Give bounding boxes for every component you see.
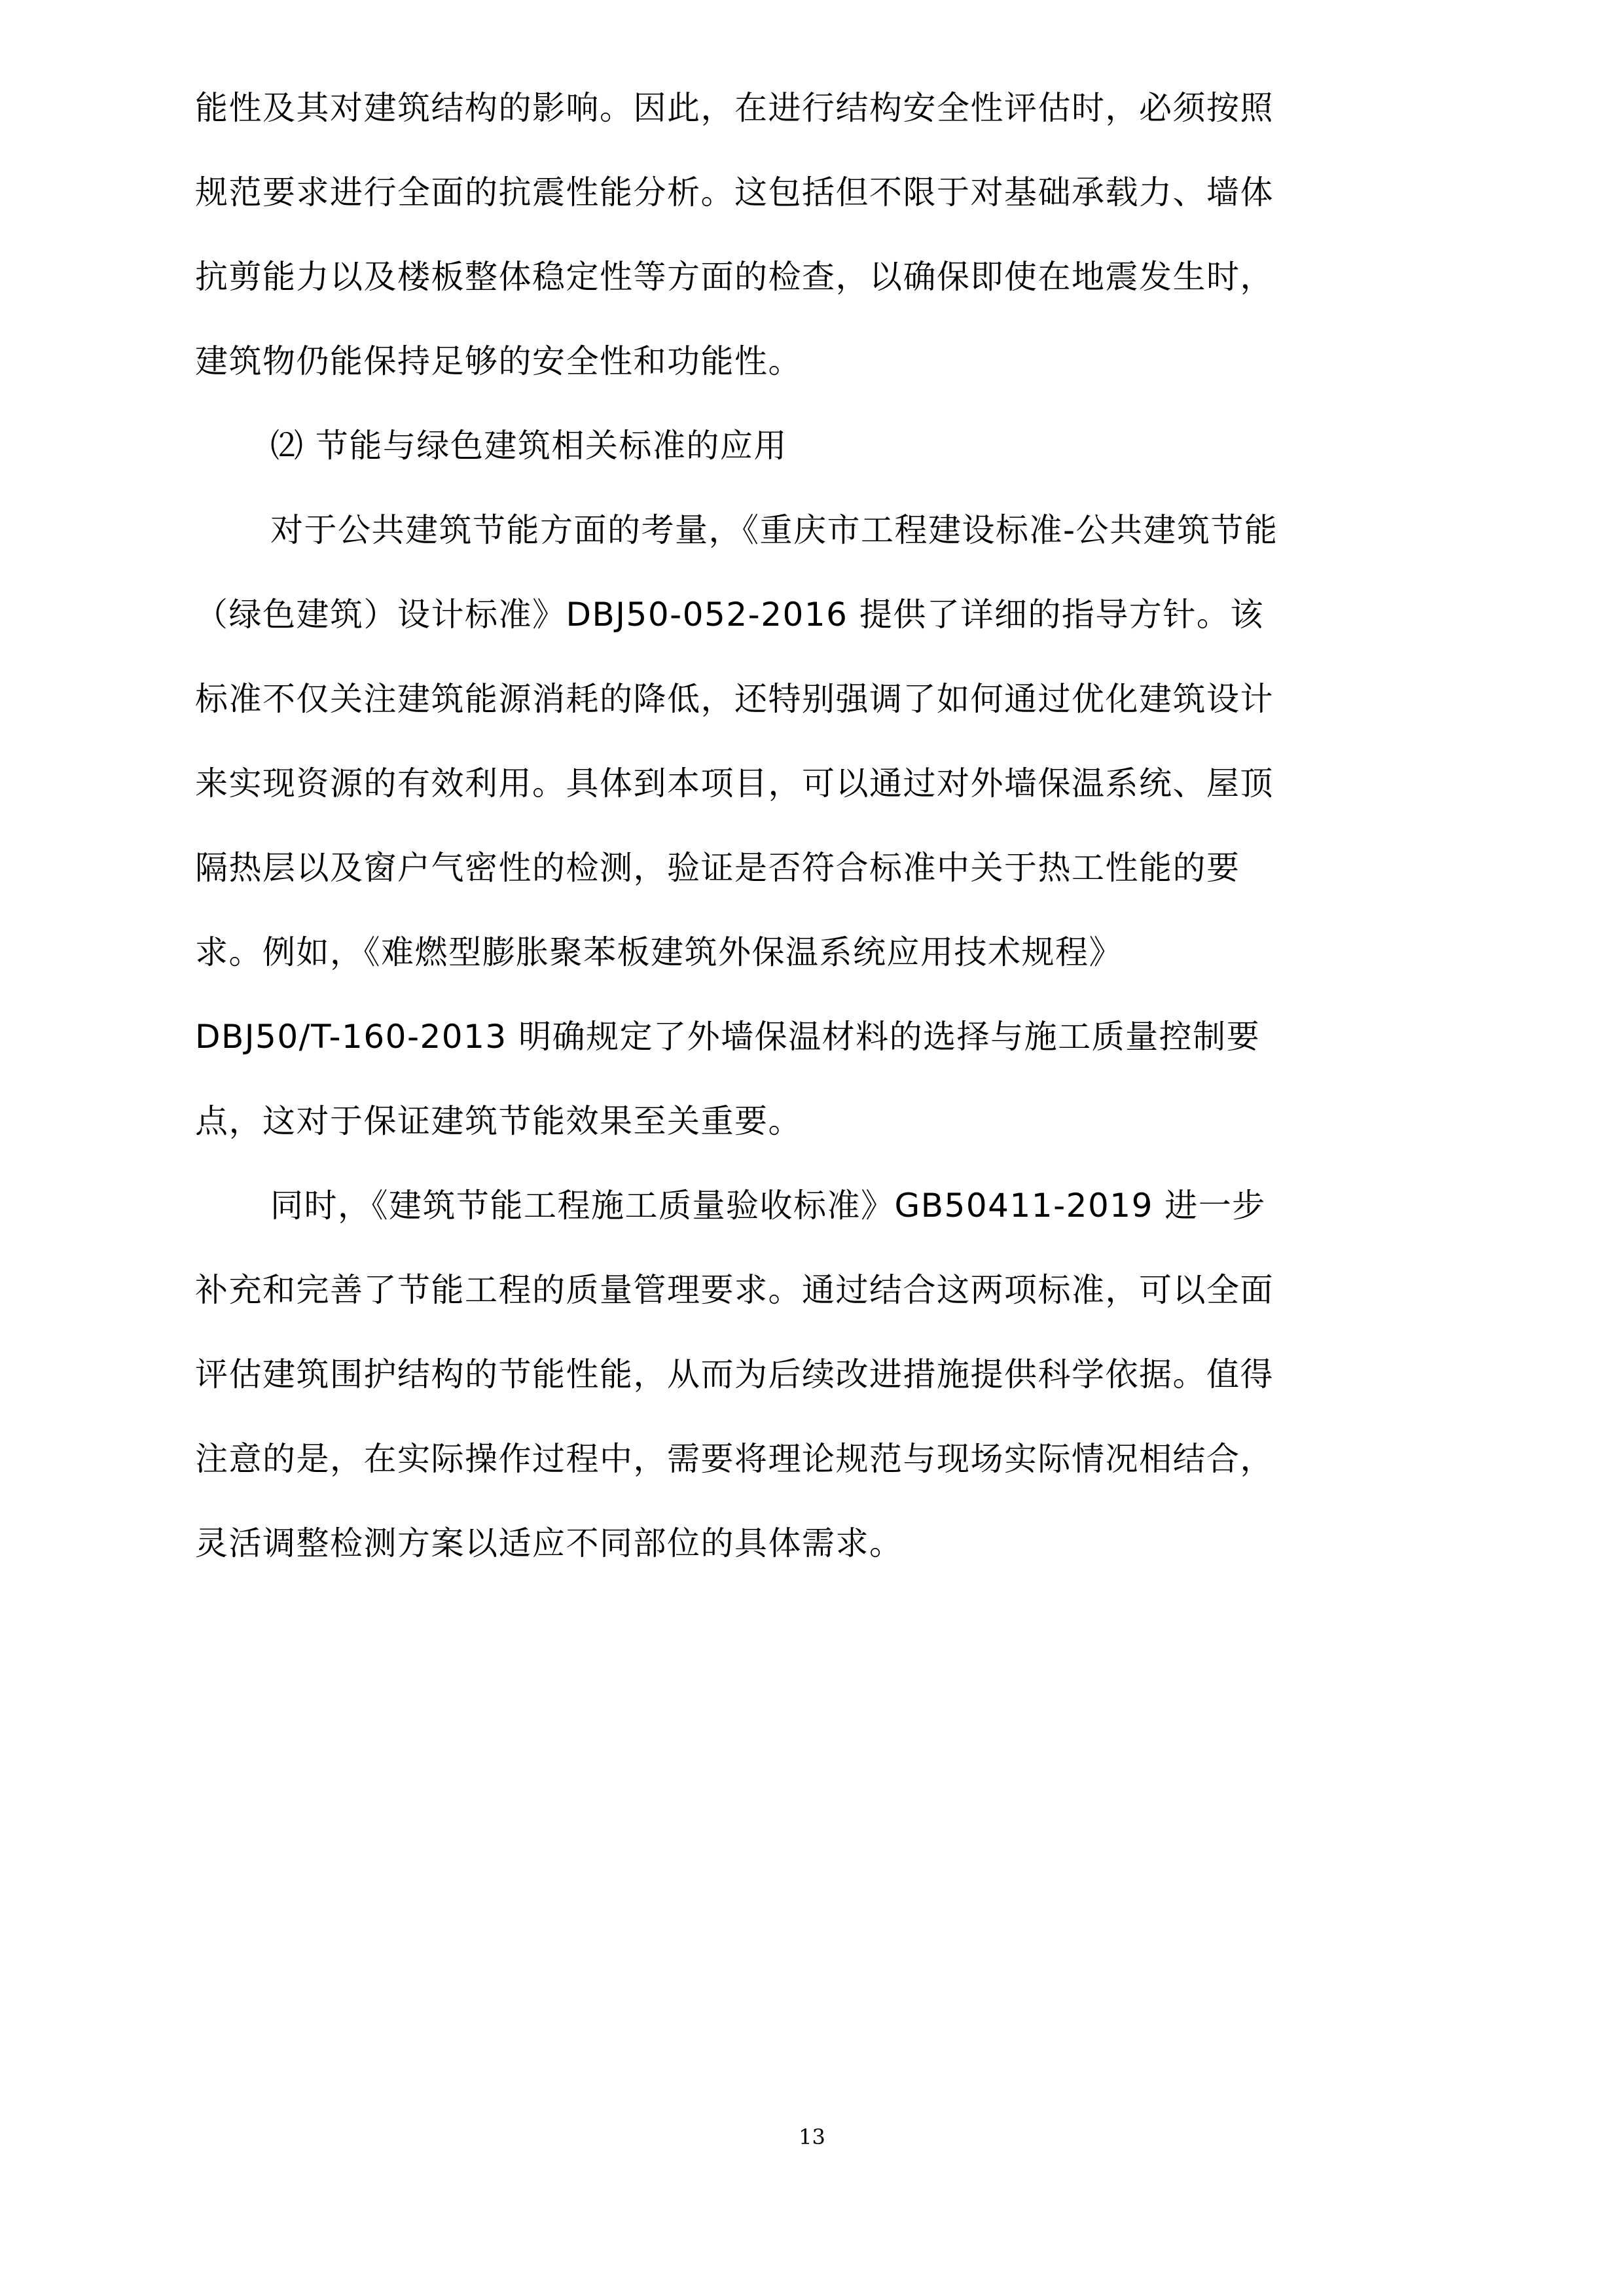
text-line: 来实现资源的有效利用。具体到本项目，可以通过对外墙保温系统、屋顶 (195, 764, 1274, 802)
text-line: 规范要求进行全面的抗震性能分析。这包括但不限于对基础承载力、墙体 (195, 173, 1274, 211)
text-line: 抗剪能力以及楼板整体稳定性等方面的检查，以确保即使在地震发生时， (195, 258, 1274, 296)
section-heading: ⑵ 节能与绿色建筑相关标准的应用 (270, 427, 787, 465)
text-line: 同时，《建筑节能工程施工质量验收标准》GB50411-2019 进一步 (270, 1187, 1266, 1225)
text-line: 求。例如，《难燃型膨胀聚苯板建筑外保温系统应用技术规程》 (195, 933, 1123, 971)
text-line: 评估建筑围护结构的节能性能，从而为后续改进措施提供科学依据。值得 (195, 1355, 1274, 1393)
text-line: 标准不仅关注建筑能源消耗的降低，还特别强调了如何通过优化建筑设计 (195, 680, 1274, 718)
text-line: 注意的是，在实际操作过程中，需要将理论规范与现场实际情况相结合， (195, 1440, 1274, 1478)
text-line: 补充和完善了节能工程的质量管理要求。通过结合这两项标准，可以全面 (195, 1271, 1274, 1309)
text-line: 灵活调整检测方案以适应不同部位的具体需求。 (195, 1524, 903, 1562)
text-line: （绿色建筑）设计标准》DBJ50-052-2016 提供了详细的指导方针。该 (195, 596, 1264, 634)
page-number: 13 (799, 2125, 825, 2149)
text-line: 隔热层以及窗户气密性的检测，验证是否符合标准中关于热工性能的要 (195, 849, 1240, 887)
text-line: 建筑物仍能保持足够的安全性和功能性。 (195, 342, 802, 380)
text-line: DBJ50/T-160-2013 明确规定了外墙保温材料的选择与施工质量控制要 (195, 1018, 1261, 1056)
text-line: 点，这对于保证建筑节能效果至关重要。 (195, 1102, 802, 1140)
text-line: 能性及其对建筑结构的影响。因此，在进行结构安全性评估时，必须按照 (195, 89, 1274, 127)
text-line: 对于公共建筑节能方面的考量，《重庆市工程建设标准-公共建筑节能 (270, 511, 1278, 549)
